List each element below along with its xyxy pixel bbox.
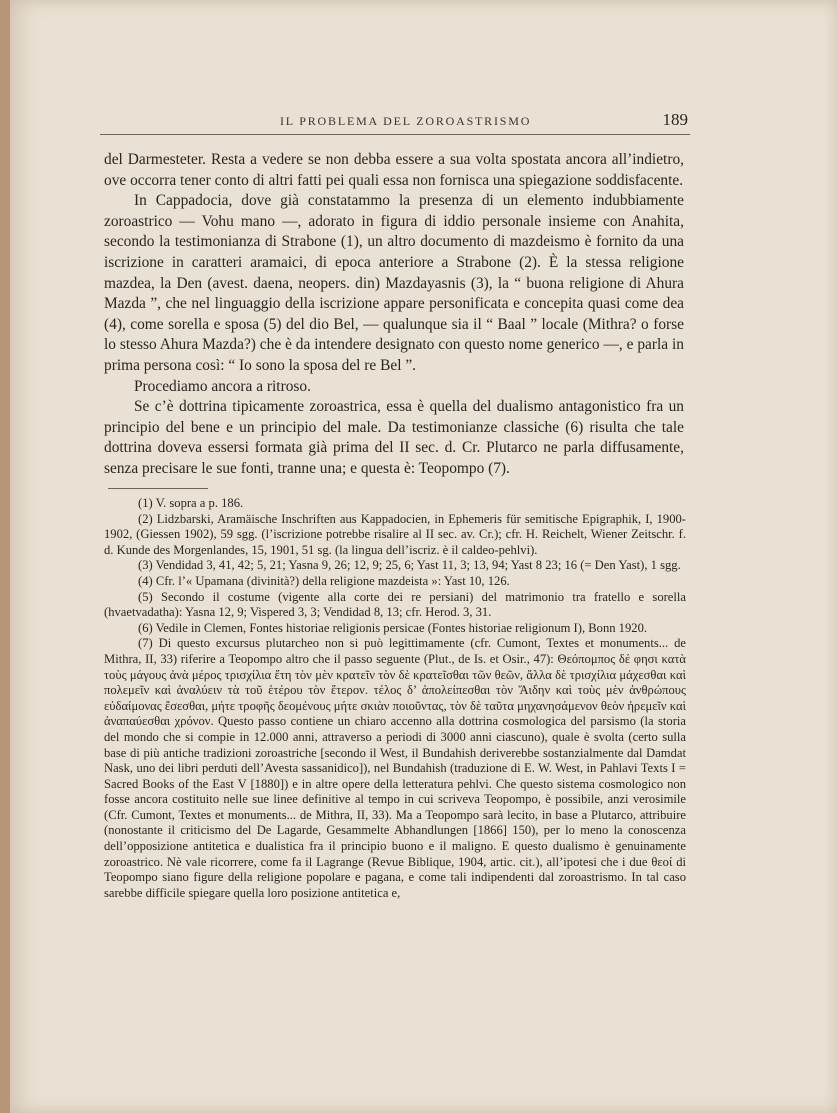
paragraph-4: Se c’è dottrina tipicamente zoroastrica, essa è quella del dualismo antagonistico fra un principio del bene e un principio del male. Da testimonianze classiche (6) risulta che tale dottrina doveva essersi formata già prima del II sec. d. Cr. Plutarco ne parla diffusamente, senza precisare le sue fonti, tranne una; e questa è: Teopompo (7). (104, 398, 684, 477)
footnote-6: (6) Vedile in Clemen, Fontes historiae religionis persicae (Fontes historiae religionum I), Bonn 1920. (138, 620, 648, 635)
footnote-3: (3) Vendidad 3, 41, 42; 5, 21; Yasna 9, 26; 12, 9; 25, 6; Yast 11, 3; 13, 94; Yast 8 23; 16 (= Den Yast), 1 sgg. (138, 558, 681, 573)
page-left-edge (0, 0, 10, 1113)
footnote-7: (7) Di questo excursus plutarcheo non si può legittimamente (cfr. Cumont, Textes et monuments... de Mithra, II, 33) riferire a Teopompo altro che il passo seguente (Plut., de Is. et Osir., 47): Θεόπομπος δέ φησι κατὰ τοὺς μάγους ἀνὰ μέρος τρισχίλια ἔτη τὸν μὲν κρατεῖν τὸν δὲ κρατεῖσθαι τῶν θεῶν, ἄλλα δὲ τρισχίλια μάχεσθαι καὶ πολεμεῖν καὶ ἀναλύειν τὰ τοῦ ἑτέρου τὸν ἕτερον. τέλος δ’ ἀπολείπεσθαι τὸν Ἅιδην καὶ τοὺς μὲν ἀνθρώπους εὐδαίμονας ἔσεσθαι, μήτε τροφῆς δεομένους μήτε σκιὰν ποιοῦντας, τὸν δὲ ταῦτα μηχανησάμενον θεὸν ἠρεμεῖν καὶ ἀναπαύεσθαι χρόνον. Questo passo contiene un chiaro accenno alla dottrina cosmologica del parsismo (la storia del mondo che si compie in 12.000 anni, attraverso a periodi di 3000 anni ciascuno), quale è svolta (certo sulla base di più antiche tradizioni zoroastriche [secondo il West, il Bundahish deriverebbe sostanzialmente dal Damdat Nask, uno dei libri perduti dell’Avesta sassanidico]), nel Bundahish (traduzione di E. W. West, in Pahlavi Texts I = Sacred Books of the East V [1880]) e in altre opere della letteratura pehlvi. Che questo sistema cosmologico non fosse ancora costituito nelle sue linee definitive al tempo in cui scriveva Teopompo, è possibile, anzi verosimile (Cfr. Cumont, Textes et monuments... de Mithra, II, 33). Ma a Teopompo sarà lecito, in base a Plutarco, attribuire (nonostante il criticismo del De Lagarde, Gesammelte Abhandlungen [1866] 150), per lo meno la conoscenza dell’opposizione antitetica e dualistica fra il principio buono e il maligno. E questo dualismo è genuinamente zoroastrico. Nè vale ricorrere, come fa il Lagrange (Revue Biblique, 1904, artic. cit.), all’ipotesi che i due θεοί di Teopompo siano figure della religione popolare e pagana, e come tali indipendenti dal zoroastrismo. In tal caso sarebbe difficile spiegare quella loro posizione antitetica e, (104, 636, 686, 900)
footnote-separator (108, 488, 208, 489)
page-number: 189 (662, 110, 688, 129)
running-title: IL PROBLEMA DEL ZOROASTRISMO (280, 114, 532, 128)
footnote-1: (1) V. sopra a p. 186. (138, 496, 244, 510)
main-text (104, 150, 684, 480)
paragraph-1: del Darmesteter. Resta a vedere se non debba essere a sua volta spostata ancora all’indietro, ove occorra tener conto di altri fatti pei quali essa non fornisca una spiegazione soddisfacente. (104, 151, 684, 189)
paragraph-3: Procediamo ancora a ritroso. (134, 377, 311, 395)
footnote-2: (2) Lidzbarski, Aramäische Inschriften aus Kappadocien, in Ephemeris für semitische Epigraphik, I, 1900-1902, (Giessen 1902), 59 sgg. (l’iscrizione potrebbe risalire al II sec. av. Cr.); cfr. H. Reichelt, Wiener Zeitschr. f. d. Kunde des Morgenlandes, 15, 1901, 51 sg. (la lingua dell’iscriz. è il caldeo-pehlvi). (104, 511, 686, 557)
footnotes (104, 496, 686, 901)
footnote-4: (4) Cfr. l’« Upamana (divinità?) della religione mazdeista »: Yast 10, 126. (138, 573, 510, 588)
footnote-5: (5) Secondo il costume (vigente alla corte dei re persiani) del matrimonio tra fratello e sorella (hvaetvadatha): Yasna 12, 9; Vispered 3, 3; Vendidad 8, 13; cfr. Herod. 3, 31. (104, 589, 686, 620)
page-header (100, 110, 690, 135)
paragraph-2: In Cappadocia, dove già constatammo la presenza di un elemento indubbiamente zoroastrico — Vohu mano —, adorato in figura di iddio personale insieme con Anahita, secondo la testimonianza di Strabone (1), un altro documento di mazdeismo è fornito da una iscrizione in caratteri aramaici, di epoca anteriore a Strabone (2). È la stessa religione mazdea, la Den (avest. daena, neopers. din) Mazdayasnis (3), la “ buona religione di Ahura Mazda ”, che nel linguaggio della iscrizione appare personificata e concepita quasi come dea (4), come sorella e sposa (5) del dio Bel, — qualunque sia il “ Baal ” locale (Mithra? o forse lo stesso Ahura Mazda?) che è da intendere designato con questo nome generico —, e parla in prima persona così: “ Io sono la sposa del re Bel ”. (104, 192, 684, 374)
